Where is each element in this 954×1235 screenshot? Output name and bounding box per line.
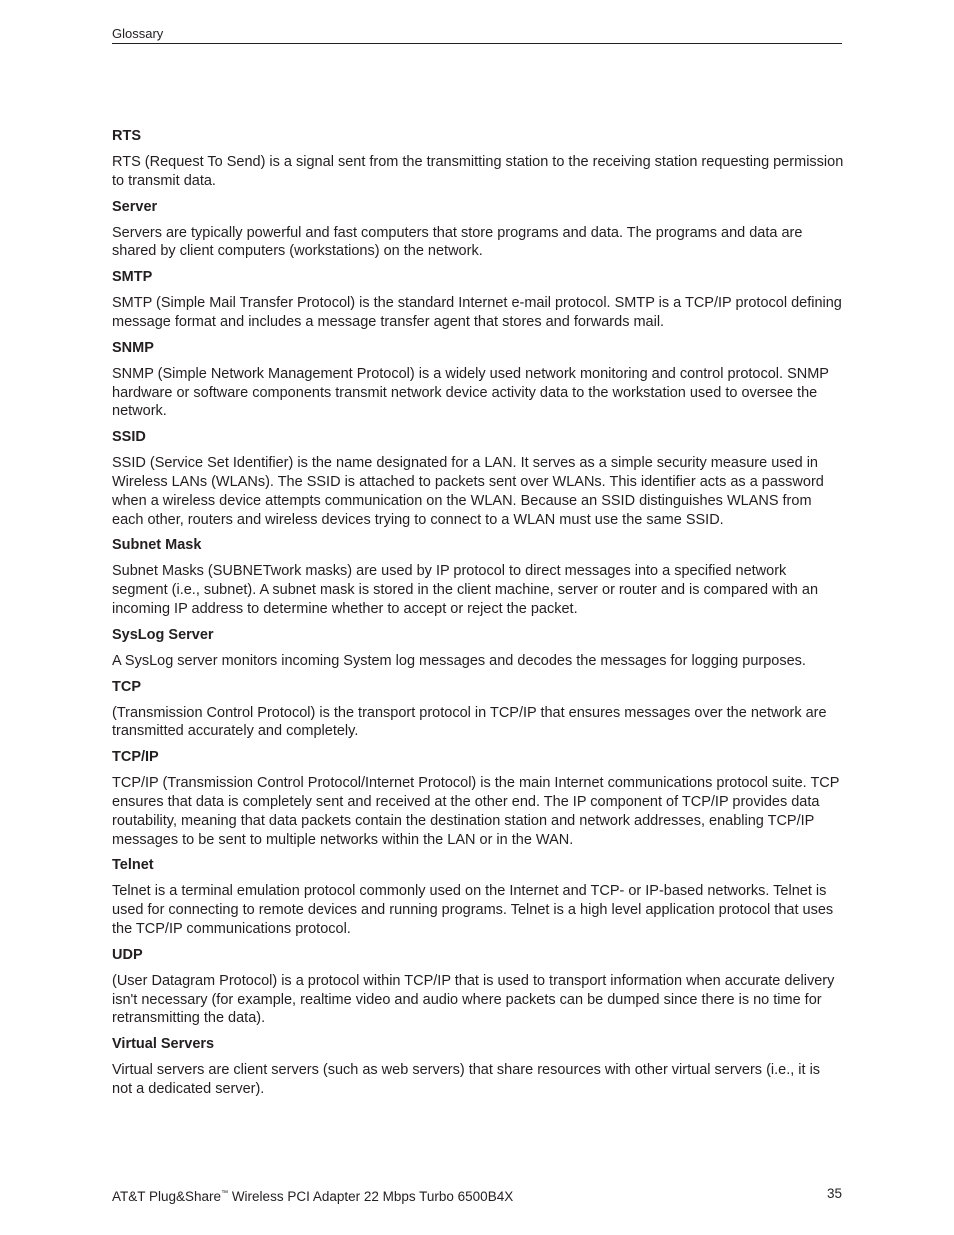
glossary-definition: Telnet is a terminal emulation protocol commonly used on the Internet and TCP- or IP-based networks. Telnet is used for connecting to remote devices and running programs. Telnet is a high level application protocol that uses the TCP/IP communications protocol. [112, 883, 834, 937]
glossary-entry [112, 748, 844, 849]
section-title: Glossary [112, 26, 164, 41]
glossary-term: RTS [112, 128, 141, 144]
glossary-definition: SNMP (Simple Network Management Protocol) is a widely used network monitoring and control protocol. SNMP hardware or software components transmit network device activity data to the workstation used to oversee the network. [112, 365, 829, 420]
glossary-term: TCP [112, 678, 141, 695]
glossary-term: SNMP [112, 339, 154, 356]
glossary-term: SysLog Server [112, 626, 214, 643]
glossary-definition: A SysLog server monitors incoming System log messages and decodes the messages for logging purposes. [112, 652, 806, 669]
glossary-definition: SMTP (Simple Mail Transfer Protocol) is the standard Internet e-mail protocol. SMTP is a TCP/IP protocol defining message format and includes a message transfer agent that stores and forwards mail. [112, 295, 842, 330]
glossary-definition: TCP/IP (Transmission Control Protocol/Internet Protocol) is the main Internet communications protocol suite. TCP ensures that data is completely sent and received at the other end. The IP component of TCP/IP provides data routability, meaning that data packets contain the destination station and network addresses, enabling TCP/IP messages to be sent to multiple networks within the LAN or in the WAN. [112, 775, 840, 848]
glossary-term: Virtual Servers [112, 1036, 215, 1053]
trademark-symbol: ™ [221, 1190, 229, 1197]
glossary-term: SMTP [112, 269, 153, 286]
glossary-list [112, 127, 844, 1106]
page-header [112, 25, 842, 44]
glossary-definition: RTS (Request To Send) is a signal sent from the transmitting station to the receiving station requesting permission to transmit data. [112, 154, 844, 189]
glossary-term: TCP/IP [112, 749, 159, 766]
glossary-definition: (User Datagram Protocol) is a protocol within TCP/IP that is used to transport information when accurate delivery isn't necessary (for example, realtime video and audio where packets can be dumped since there is no time for retransmitting the data). [112, 972, 835, 1027]
glossary-entry [112, 856, 844, 938]
glossary-entry [112, 198, 844, 262]
glossary-entry [112, 268, 844, 332]
glossary-term: Server [112, 198, 158, 215]
glossary-definition: Servers are typically powerful and fast computers that store programs and data. The programs and data are shared by client computers (workstations) on the network. [112, 224, 803, 260]
product-name-prefix: AT&T Plug&Share [112, 1189, 222, 1204]
product-name-suffix: Wireless PCI Adapter 22 Mbps Turbo 6500B4X [228, 1189, 514, 1204]
glossary-entry [112, 339, 844, 421]
page-footer [112, 1185, 842, 1206]
page-number: 35 [826, 1186, 842, 1201]
glossary-term: UDP [112, 946, 143, 963]
glossary-entry [112, 536, 844, 618]
glossary-term: Telnet [112, 857, 154, 874]
glossary-definition: (Transmission Control Protocol) is the transport protocol in TCP/IP that ensures messages over the network are transmitted accurately and completely. [112, 704, 827, 740]
glossary-entry [112, 678, 844, 742]
glossary-entry [112, 127, 844, 191]
glossary-entry [112, 1035, 844, 1099]
glossary-definition: SSID (Service Set Identifier) is the name designated for a LAN. It serves as a simple security measure used in Wireless LANs (WLANs). The SSID is attached to packets sent over WLANs. This identifier acts as a password when a wireless device attempts communication on the WLAN. Because an SSID distinguishes WLANS from each other, routers and wireless devices trying to connect to a WLAN must use the same SSID. [112, 455, 824, 528]
product-name [112, 1185, 513, 1206]
glossary-definition: Subnet Masks (SUBNETwork masks) are used by IP protocol to direct messages into a specified network segment (i.e., subnet). A subnet mask is stored in the client machine, server or router and is compared with an incoming IP address to determine whether to accept or reject the packet. [112, 563, 819, 617]
glossary-entry [112, 626, 844, 671]
glossary-definition: Virtual servers are client servers (such as web servers) that share resources with other virtual servers (i.e., it is not a dedicated server). [112, 1062, 821, 1097]
glossary-term: SSID [112, 429, 146, 446]
glossary-entry [112, 946, 844, 1028]
glossary-entry [112, 428, 844, 529]
glossary-term: Subnet Mask [112, 537, 202, 554]
